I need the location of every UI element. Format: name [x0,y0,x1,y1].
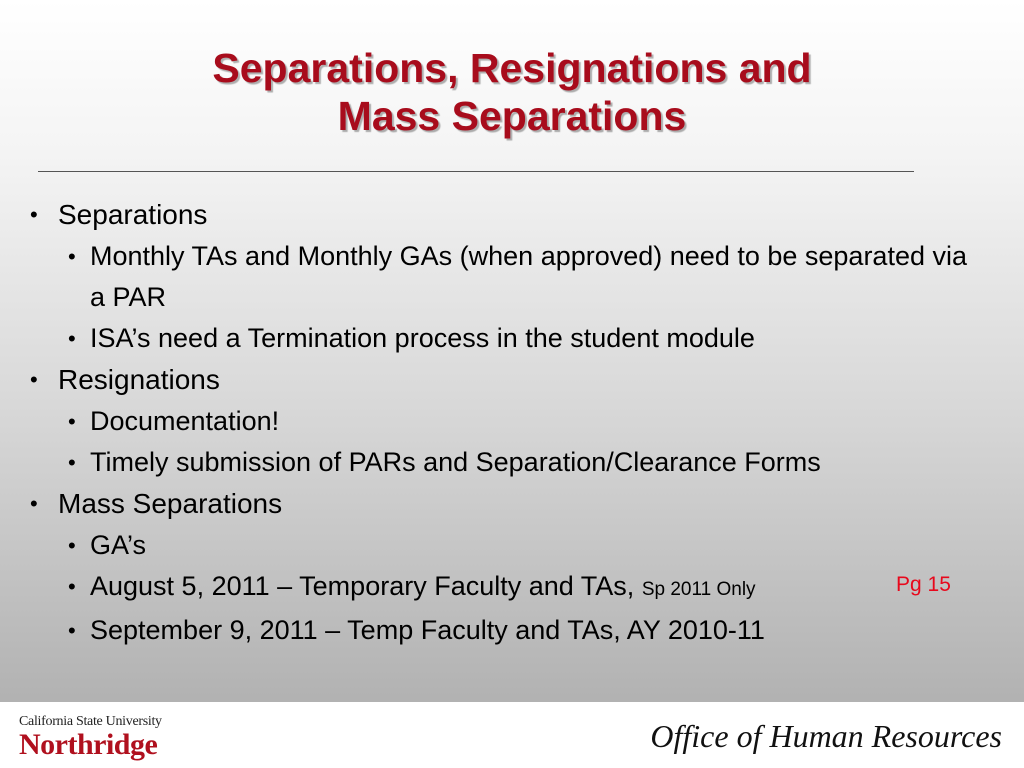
bullet-text: ISA’s need a Termination process in the student module [90,323,755,353]
footer [0,702,1024,768]
sub-bullet-item [28,236,988,318]
page-reference: Pg 15 [896,573,951,596]
bullet-icon: • [68,618,76,643]
sub-bullet-item [28,566,988,610]
bullet-text: GA’s [90,530,147,560]
title-line-2: Mass Separations [337,93,687,139]
bullet-icon: • [68,244,76,269]
sub-bullet-item [28,525,988,566]
bullet-text: August 5, 2011 – Temporary Faculty and TAs, [90,571,635,601]
bullet-text: Mass Separations [58,488,283,519]
university-logo [19,714,169,760]
bullet-icon: • [68,450,76,475]
bullet-list [28,194,988,651]
bullet-icon: • [68,574,76,599]
bullet-text: Separations [58,199,208,230]
bullet-text: Documentation! [90,406,280,436]
bullet-item [28,483,988,525]
bullet-item [28,359,988,401]
bullet-icon: • [68,409,76,434]
bullet-text: September 9, 2011 – Temp Faculty and TAs, AY 2010-11 [90,615,765,645]
bullet-icon: • [68,326,76,351]
office-name: Office of Human Resources [650,718,1002,754]
bullet-icon: • [30,367,38,392]
title-divider [38,171,914,172]
bullet-note: Sp 2011 Only [641,579,756,600]
bullet-text: Timely submission of PARs and Separation/Clearance Forms [90,447,821,477]
slide-title [0,44,1024,140]
bullet-icon: • [30,491,38,516]
logo-line-1: California State University [19,714,162,729]
logo-line-2: Northridge [19,728,158,761]
sub-bullet-item [28,401,988,442]
bullet-icon: • [30,202,38,227]
sub-bullet-item [28,442,988,483]
title-line-1: Separations, Resignations and [212,45,812,91]
sub-bullet-item [28,610,988,651]
bullet-icon: • [68,533,76,558]
bullet-text: Monthly TAs and Monthly GAs (when approved) need to be separated via a PAR [90,241,967,312]
bullet-text: Resignations [58,364,220,395]
bullet-item [28,194,988,236]
sub-bullet-item [28,318,988,359]
